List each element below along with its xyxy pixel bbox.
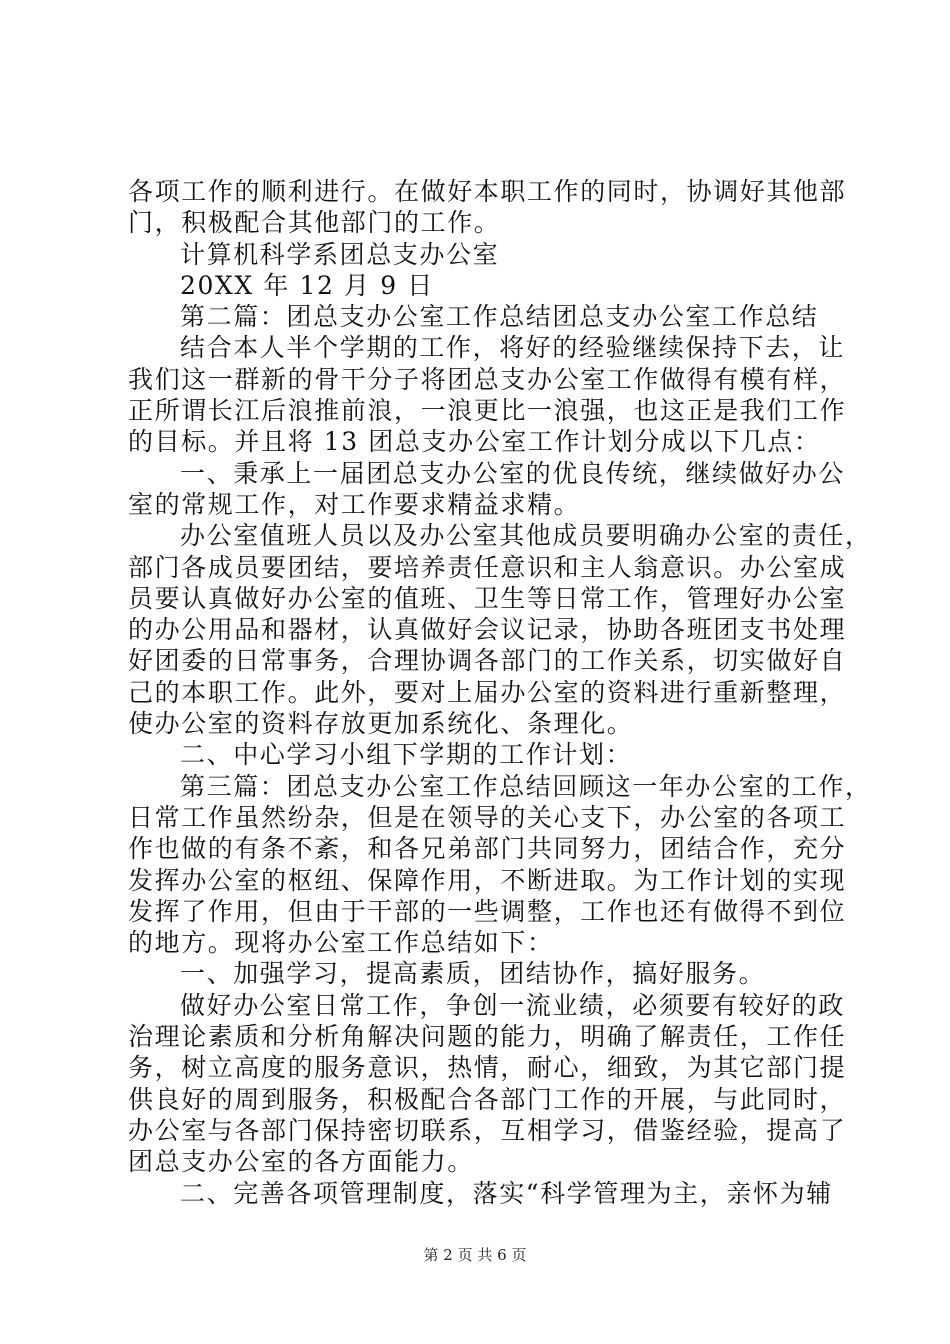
paragraph-line: 作也做的有条不紊，和各兄弟部门共同努力，团结合作，充分 bbox=[128, 834, 847, 864]
paragraph-line: 发挥了作用，但由于干部的一些调整，工作也还有做得不到位 bbox=[128, 896, 847, 926]
paragraph-line: 日常工作虽然纷杂，但是在领导的关心支下，办公室的各项工 bbox=[128, 802, 847, 832]
paragraph-line: 的地方。现将办公室工作总结如下： bbox=[128, 928, 554, 958]
paragraph-line: 一、加强学习，提高素质，团结协作，搞好服务。 bbox=[180, 959, 766, 989]
paragraph-line: 二、中心学习小组下学期的工作计划： bbox=[180, 740, 633, 770]
paragraph-line: 正所谓长江后浪推前浪，一浪更比一浪强，也这正是我们工作 bbox=[128, 396, 847, 426]
paragraph-line: 员要认真做好办公室的值班、卫生等日常工作，管理好办公室 bbox=[128, 583, 847, 613]
paragraph-line: 办公室与各部门保持密切联系，互相学习，借鉴经验，提高了 bbox=[128, 1115, 847, 1145]
paragraph-line: 我们这一群新的骨干分子将团总支办公室工作做得有模有样， bbox=[128, 364, 847, 394]
paragraph-line: 二、完善各项管理制度，落实“科学管理为主，亲怀为辅 bbox=[180, 1178, 833, 1208]
page-footer: 第 2 页 共 6 页 bbox=[423, 1246, 527, 1264]
paragraph-line: 发挥办公室的枢纽、保障作用，不断进取。为工作计划的实现 bbox=[128, 865, 847, 895]
paragraph-line: 的目标。并且将 13 团总支办公室工作计划分成以下几点： bbox=[128, 427, 821, 457]
paragraph-line: 的办公用品和器材，认真做好会议记录，协助各班团支书处理 bbox=[128, 615, 847, 645]
paragraph-line: 门，积极配合其他部门的工作。 bbox=[128, 208, 501, 238]
section-heading: 第二篇：团总支办公室工作总结团总支办公室工作总结 bbox=[180, 302, 819, 332]
document-body bbox=[128, 176, 872, 1209]
section-heading: 第三篇：团总支办公室工作总结回顾这一年办公室的工作， bbox=[180, 771, 872, 801]
paragraph-line: 好团委的日常事务，合理协调各部门的工作关系，切实做好自 bbox=[128, 646, 847, 676]
paragraph-line: 做好办公室日常工作，争创一流业绩，必须要有较好的政 bbox=[180, 990, 846, 1020]
paragraph-line: 各项工作的顺利进行。在做好本职工作的同时，协调好其他部 bbox=[128, 177, 847, 206]
paragraph-line: 务，树立高度的服务意识，热情，耐心，细致，为其它部门提 bbox=[128, 1053, 847, 1083]
paragraph-line: 己的本职工作。此外，要对上届办公室的资料进行重新整理， bbox=[128, 677, 847, 707]
paragraph-line: 一、秉承上一届团总支办公室的优良传统，继续做好办公 bbox=[180, 458, 846, 488]
paragraph-line: 部门各成员要团结，要培养责任意识和主人翁意识。办公室成 bbox=[128, 552, 847, 582]
paragraph-line: 室的常规工作，对工作要求精益求精。 bbox=[128, 489, 581, 519]
paragraph-line: 治理论素质和分析角解决问题的能力，明确了解责任，工作任 bbox=[128, 1022, 847, 1052]
signature-department: 计算机科学系团总支办公室 bbox=[180, 239, 500, 269]
signature-date: 20XX 年 12 月 9 日 bbox=[180, 270, 434, 300]
paragraph-line: 办公室值班人员以及办公室其他成员要明确办公室的责任， bbox=[180, 521, 872, 551]
paragraph-line: 使办公室的资料存放更加系统化、条理化。 bbox=[128, 709, 634, 739]
paragraph-line: 结合本人半个学期的工作，将好的经验继续保持下去，让 bbox=[180, 333, 846, 363]
paragraph-line: 供良好的周到服务，积极配合各部门工作的开展，与此同时， bbox=[128, 1084, 847, 1114]
paragraph-line: 团总支办公室的各方面能力。 bbox=[128, 1147, 474, 1177]
